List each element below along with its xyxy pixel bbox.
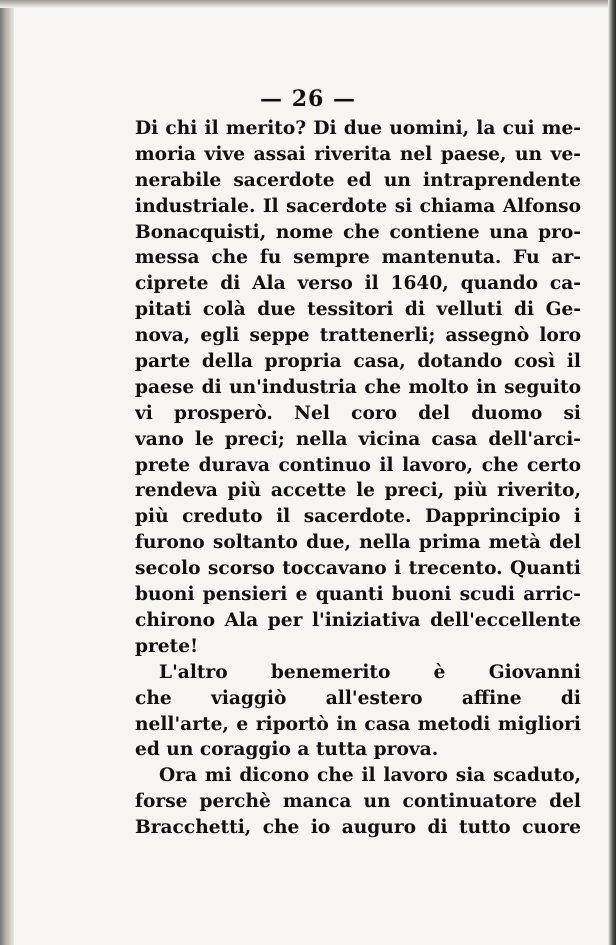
text-line: vi prosperò. Nel coro del duomo si (135, 402, 581, 424)
text-line: nerabile sacerdote ed un intraprendente (135, 169, 581, 191)
text-line: pitati colà due tessitori di velluti di Ge- (135, 299, 581, 321)
text-line: parte della propria casa, dotando così il (135, 351, 581, 373)
text-line: ciprete di Ala verso il 1640, quando ca- (135, 273, 581, 295)
text-line: nell'arte, e riportò in casa metodi migliori (135, 713, 581, 735)
text-line: paese di un'industria che molto in seguito (135, 376, 581, 398)
text-line: Di chi il merito? Di due uomini, la cui me- (135, 118, 581, 139)
page-number: — 26 — (260, 86, 356, 112)
text-line: Ora mi dicono che il lavoro sia scaduto, (159, 765, 581, 787)
page-gutter-shadow (0, 0, 14, 945)
text-line: buoni pensieri e quanti buoni scudi arric- (135, 584, 581, 606)
text-line: messa che fu sempre mantenuta. Fu ar- (135, 247, 581, 269)
text-line: secolo scorso toccavano i trecento. Quanti (135, 558, 581, 580)
text-line: nova, egli seppe trattenerli; assegnò loro (135, 325, 581, 347)
text-line: Bonacquisti, nome che contiene una pro- (135, 221, 581, 243)
page-top-edge (0, 0, 616, 8)
text-line: forse perchè manca un continuatore del (135, 791, 581, 813)
text-line: prete durava continuo il lavoro, che certo (135, 454, 581, 476)
text-line: rendeva più accette le preci, più riverito, (135, 480, 581, 502)
text-line: più creduto il sacerdote. Dapprincipio i (135, 506, 581, 528)
text-line: furono soltanto due, nella prima metà del (135, 532, 581, 554)
text-line: Bracchetti, che io auguro di tutto cuore (135, 817, 581, 839)
text-line: che viaggiò all'estero affine di (135, 687, 581, 709)
text-line: vano le preci; nella vicina casa dell'arci- (135, 428, 581, 450)
text-line: ed un coraggio a tutta prova. (135, 739, 439, 761)
body-text (135, 116, 581, 841)
text-line: chirono Ala per l'iniziativa dell'eccellente (135, 609, 581, 631)
page-right-edge (608, 0, 616, 945)
text-line: moria vive assai riverita nel paese, un ve- (135, 143, 581, 165)
text-line: L'altro benemerito è Giovanni (159, 661, 581, 683)
text-line: prete! (135, 635, 199, 657)
text-line: industriale. Il sacerdote si chiama Alfonso (135, 195, 581, 217)
